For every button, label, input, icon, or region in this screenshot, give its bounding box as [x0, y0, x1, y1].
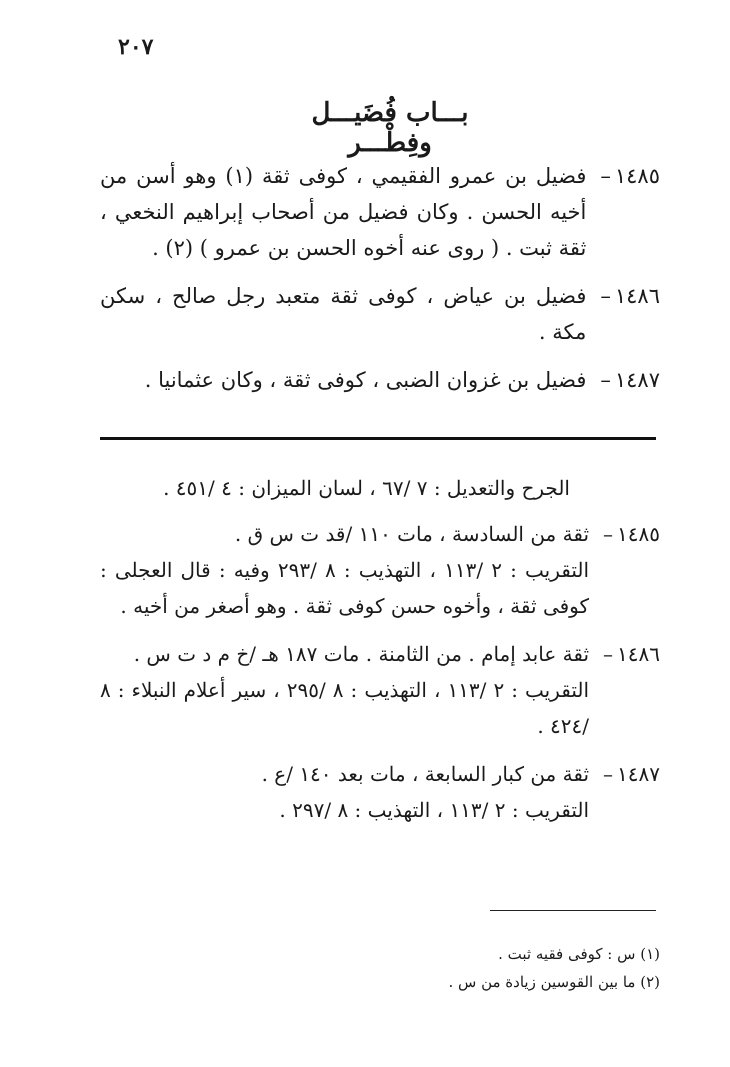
entry-dash: –	[600, 284, 611, 308]
footnote-1	[300, 940, 660, 968]
note-grade: ثقة من كبار السابعة ، مات بعد ١٤٠ /ع .	[261, 762, 590, 786]
note-dash: –	[603, 642, 614, 666]
entry-text: فضيل بن عياض ، كوفى ثقة متعبد رجل صالح ، سكن مكة .	[100, 284, 587, 344]
note-grade: ثقة عابد إمام . من الثامنة . مات ١٨٧ هـ /خ م د ت س .	[133, 642, 590, 666]
entry-text: فضيل بن غزوان الضبى ، كوفى ثقة ، وكان عثمانيا .	[144, 368, 587, 392]
footnote-marker: (١)	[640, 945, 660, 963]
entry-number: ١٤٨٦	[614, 284, 660, 308]
note-number: ١٤٨٧	[617, 762, 660, 786]
footnote-text: س : كوفى فقيه ثبت .	[498, 945, 636, 963]
footnote-text: ما بين القوسين زيادة من س .	[448, 973, 636, 991]
footnotes	[300, 940, 660, 996]
note-references: التقريب : ٢ /١١٣ ، التهذيب : ٨ /٢٩٣ وفيه : قال العجلى : كوفى ثقة ، وأخوه حسن كوفى ثقة . وهو أصغر من أخيه .	[100, 558, 590, 618]
note-body	[100, 756, 589, 828]
note-1487	[100, 756, 660, 828]
entry-dash: –	[600, 368, 611, 392]
note-dash: –	[603, 522, 614, 546]
entry-1487	[100, 362, 660, 398]
entry-1486	[100, 278, 660, 350]
note-1486	[100, 636, 660, 744]
section-divider	[100, 437, 656, 440]
note-number: ١٤٨٦	[617, 642, 660, 666]
footnote-rule	[490, 910, 656, 911]
entry-number: ١٤٨٧	[614, 368, 660, 392]
general-sources: الجرح والتعديل : ٧ /٦٧ ، لسان الميزان : ٤ /٤٥١ .	[163, 476, 570, 500]
note-body	[100, 516, 589, 624]
chapter-title: بـــاب فُضَيـــل وفِطْـــر	[311, 98, 469, 158]
entry-text: فضيل بن عمرو الفقيمي ، كوفى ثقة (١) وهو أسن من أخيه الحسن . وكان فضيل من أصحاب إبراهيم النخعي ، ثقة ثبت . ( روى عنه أخوه الحسن بن عمرو ) (٢) .	[100, 164, 587, 260]
note-number: ١٤٨٥	[617, 522, 660, 546]
biography-entries	[100, 158, 660, 410]
note-1485	[100, 516, 660, 624]
footnote-marker: (٢)	[640, 973, 660, 991]
source-notes	[100, 470, 660, 840]
note-dash: –	[603, 762, 614, 786]
footnote-2	[300, 968, 660, 996]
page-number: ٢٠٧	[118, 34, 154, 60]
note-grade: ثقة من السادسة ، مات ١١٠ /قد ت س ق .	[234, 522, 590, 546]
note-body	[100, 636, 589, 744]
note-references: التقريب : ٢ /١١٣ ، التهذيب : ٨ /٢٩٥ ، سير أعلام النبلاء : ٨ /٤٢٤ .	[100, 678, 590, 738]
entry-1485	[100, 158, 660, 266]
entry-dash: –	[600, 164, 611, 188]
entry-number: ١٤٨٥	[614, 164, 660, 188]
note-references: التقريب : ٢ /١١٣ ، التهذيب : ٨ /٢٩٧ .	[279, 798, 590, 822]
